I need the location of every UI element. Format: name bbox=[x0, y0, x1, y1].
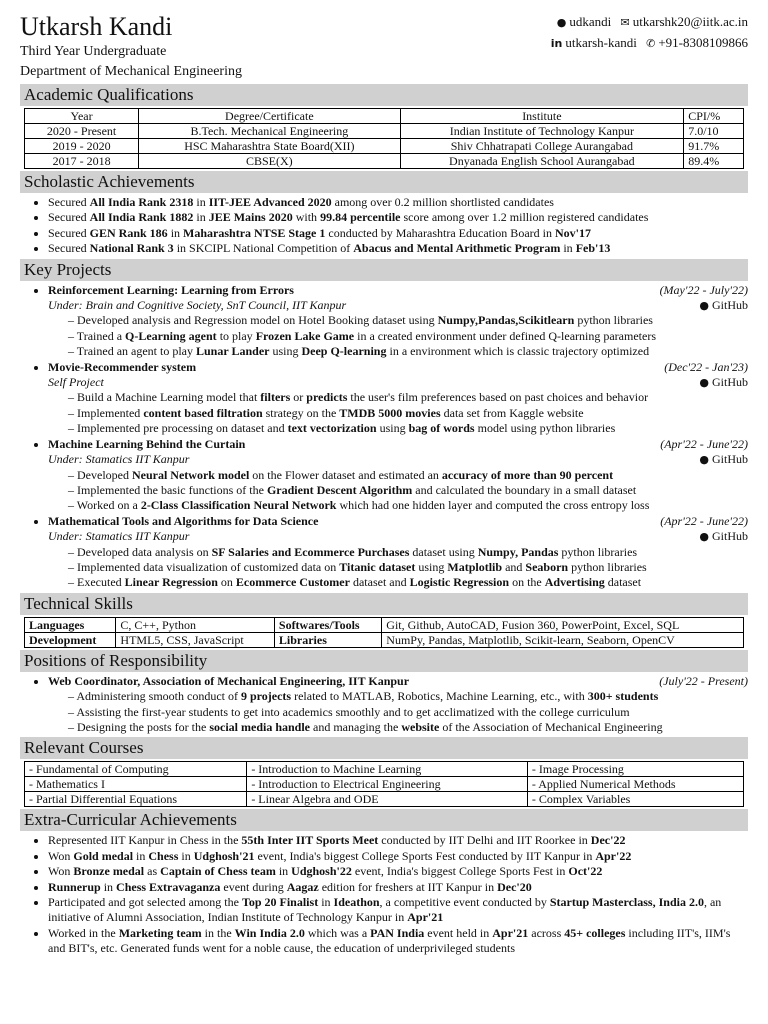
project-date: (Apr'22 - June'22) bbox=[660, 513, 748, 528]
bold-text: Ideathon bbox=[333, 895, 380, 909]
bold-text: Matplotlib bbox=[447, 559, 503, 574]
bold-text: Numpy,Pandas,Scikitlearn bbox=[437, 313, 575, 328]
table-cell: - Introduction to Machine Learning bbox=[247, 762, 528, 777]
text-segment: event during bbox=[220, 879, 287, 894]
list-item bbox=[68, 498, 748, 513]
text-segment: dataset bbox=[604, 575, 642, 590]
bold-text: Win India 2.0 bbox=[234, 925, 305, 940]
bold-text: predicts bbox=[306, 390, 348, 405]
text-segment: in bbox=[133, 848, 149, 863]
bold-text: Apr'21 bbox=[492, 925, 529, 940]
table-cell: HTML5, CSS, JavaScript bbox=[116, 632, 274, 647]
bold-text: Logistic Regression bbox=[409, 575, 510, 590]
text-segment: with bbox=[292, 210, 321, 225]
table-cell: Libraries bbox=[274, 632, 381, 647]
por-item bbox=[48, 674, 748, 736]
column-header: Degree/Certificate bbox=[139, 109, 400, 124]
bold-text: TMDB 5000 movies bbox=[339, 405, 441, 420]
bold-text: GEN Rank 186 bbox=[89, 225, 168, 240]
table-cell: 89.4% bbox=[684, 154, 744, 169]
text-segment: Designing the posts for the bbox=[77, 719, 210, 734]
academic-table bbox=[24, 108, 744, 169]
bold-text: National Rank 3 bbox=[89, 241, 174, 256]
table-cell: Indian Institute of Technology Kanpur bbox=[400, 124, 684, 139]
list-item bbox=[68, 344, 748, 359]
table-row bbox=[25, 777, 744, 792]
bold-text: Q-Learning agent bbox=[125, 328, 217, 343]
project-date: (Dec'22 - Jan'23) bbox=[664, 359, 748, 374]
table-cell: - Applied Numerical Methods bbox=[527, 777, 743, 792]
table-cell: 91.7% bbox=[684, 139, 744, 154]
text-segment: Assisting the first-year students to get into academics smoothly and to get acclimatized with the college curriculum bbox=[76, 704, 630, 719]
text-segment: Secured bbox=[48, 195, 90, 209]
text-segment: Build a Machine Learning model that bbox=[77, 390, 261, 405]
text-segment: Implemented the basic functions of the bbox=[77, 482, 267, 497]
list-item bbox=[68, 390, 748, 405]
text-segment: on the Flower dataset and estimated an bbox=[249, 467, 442, 482]
text-segment: which had one hidden layer and computed the cross entropy loss bbox=[336, 498, 650, 513]
text-segment: using bbox=[376, 421, 409, 436]
project-points bbox=[48, 313, 748, 359]
text-segment: Won bbox=[48, 848, 74, 863]
bold-text: Gradient Descent Algorithm bbox=[266, 482, 413, 497]
text-segment: including IIT's, IIM's and BIT's, etc. Generated funds went for a noble cause, the education of underprivileged students bbox=[48, 925, 731, 956]
bold-text: Deep Q-learning bbox=[301, 344, 387, 359]
text-segment: Developed data analysis on bbox=[77, 544, 212, 559]
bold-text: Frozen Lake Game bbox=[255, 328, 355, 343]
github-label: GitHub bbox=[712, 375, 748, 390]
bold-text: Numpy, Pandas bbox=[477, 544, 559, 559]
project-name: • Reinforcement Learning: Learning from Errors bbox=[48, 282, 294, 297]
project-mentor: Self Project bbox=[48, 375, 104, 390]
list-item bbox=[48, 849, 748, 864]
bold-text: Neural Network model bbox=[131, 467, 250, 482]
bold-text: Ecommerce Customer bbox=[235, 575, 350, 590]
project-under bbox=[48, 452, 748, 467]
text-segment: and calculated the boundary in a small dataset bbox=[412, 482, 637, 497]
table-cell: 7.0/10 bbox=[684, 124, 744, 139]
phone-number[interactable]: +91-8308109866 bbox=[658, 35, 748, 50]
table-cell: Shiv Chhatrapati College Aurangabad bbox=[400, 139, 684, 154]
text-segment: to play bbox=[216, 328, 256, 343]
bold-text: Udghosh'21 bbox=[193, 848, 255, 863]
text-segment: edition for freshers at IIT Kanpur in bbox=[318, 879, 498, 894]
table-cell: - Fundamental of Computing bbox=[25, 762, 247, 777]
bold-text: content based filtration bbox=[143, 405, 263, 420]
text-segment: Trained a bbox=[76, 328, 126, 343]
text-segment: Executed bbox=[77, 575, 125, 590]
list-item bbox=[68, 545, 748, 560]
bold-text: website bbox=[401, 719, 440, 734]
text-segment: Implemented bbox=[77, 405, 144, 420]
project-item bbox=[48, 283, 748, 360]
list-item bbox=[68, 313, 748, 328]
list-item bbox=[68, 560, 748, 575]
table-cell: 2017 - 2018 bbox=[25, 154, 139, 169]
bold-text: Apr'22 bbox=[595, 848, 632, 863]
text-segment: in bbox=[167, 225, 184, 240]
text-segment: Secured bbox=[48, 225, 90, 240]
bold-text: filters bbox=[260, 390, 291, 405]
text-segment: strategy on the bbox=[262, 405, 340, 420]
project-item bbox=[48, 360, 748, 437]
por-date: (July'22 - Present) bbox=[659, 673, 748, 688]
department-line: Department of Mechanical Engineering bbox=[20, 64, 242, 79]
project-mentor: Under: Brain and Cognitive Society, SnT Council, IIT Kanpur bbox=[48, 298, 347, 313]
text-segment: which was a bbox=[304, 925, 371, 940]
bold-text: 300+ students bbox=[587, 689, 659, 704]
github-label: GitHub bbox=[712, 298, 748, 313]
project-mentor: Under: Stamatics IIT Kanpur bbox=[48, 529, 190, 544]
bold-text: bag of words bbox=[408, 421, 475, 436]
list-item bbox=[48, 880, 748, 895]
project-under bbox=[48, 529, 748, 544]
table-cell: - Mathematics I bbox=[25, 777, 247, 792]
text-segment: of the Association of Mechanical Engineering bbox=[439, 719, 663, 734]
bold-text: Oct'22 bbox=[568, 864, 603, 879]
text-segment: Implemented data visualization of customized data on bbox=[77, 559, 340, 574]
list-item bbox=[48, 210, 748, 225]
github-icon: ● bbox=[699, 376, 709, 390]
bold-text: SF Salaries and Ecommerce Purchases bbox=[211, 544, 410, 559]
text-segment: , an initiative of Alumni Association, Indian Institute of Technology Kanpur in bbox=[48, 895, 722, 925]
github-icon: ● bbox=[699, 530, 709, 544]
github-handle[interactable]: udkandi bbox=[569, 14, 612, 29]
text-segment: or bbox=[290, 390, 307, 405]
text-segment: related to MATLAB, Robotics, Machine Learning, etc., with bbox=[291, 689, 588, 704]
text-segment: model using python libraries bbox=[474, 421, 616, 436]
bold-text: Chess bbox=[148, 848, 179, 863]
table-cell: - Partial Differential Equations bbox=[25, 792, 247, 807]
skills-table bbox=[24, 617, 744, 648]
list-item bbox=[68, 720, 748, 735]
table-cell: Development bbox=[25, 632, 116, 647]
list-item bbox=[48, 833, 748, 848]
phone-icon: ✆ bbox=[646, 37, 656, 50]
text-segment: python libraries bbox=[574, 313, 653, 328]
column-header: Year bbox=[25, 109, 139, 124]
bold-text: PAN India bbox=[370, 925, 425, 940]
table-row bbox=[25, 792, 744, 807]
github-icon: ● bbox=[556, 16, 567, 29]
text-segment: in bbox=[178, 848, 194, 863]
text-segment: Represented IIT Kanpur in Chess in the bbox=[48, 833, 242, 848]
list-item bbox=[68, 468, 748, 483]
text-segment: and bbox=[502, 559, 526, 574]
table-cell: 2019 - 2020 bbox=[25, 139, 139, 154]
text-segment: and managing the bbox=[310, 719, 402, 734]
list-item bbox=[68, 329, 748, 344]
table-cell: Dnyanada English School Aurangabad bbox=[400, 154, 684, 169]
project-heading bbox=[48, 437, 748, 452]
text-segment: Participated and got selected among the bbox=[48, 895, 242, 909]
text-segment: Secured bbox=[48, 241, 90, 256]
table-row bbox=[25, 617, 744, 632]
text-segment: Worked in the bbox=[48, 925, 119, 940]
project-date: (Apr'22 - June'22) bbox=[660, 436, 748, 451]
project-under bbox=[48, 298, 748, 313]
project-name: • Machine Learning Behind the Curtain bbox=[48, 436, 246, 451]
text-segment: dataset using bbox=[409, 544, 478, 559]
section-academic: Academic Qualifications bbox=[20, 84, 748, 106]
text-segment: score among over 1.2 million registered candidates bbox=[400, 210, 649, 225]
list-item bbox=[48, 226, 748, 241]
bold-text: Nov'17 bbox=[554, 225, 591, 240]
bold-text: accuracy of more than 90 percent bbox=[441, 467, 614, 482]
bold-text: Lunar Lander bbox=[196, 344, 270, 359]
github-label: GitHub bbox=[712, 529, 748, 544]
github-link[interactable] bbox=[693, 375, 748, 390]
column-header: Institute bbox=[400, 109, 684, 124]
list-item bbox=[68, 483, 748, 498]
email-icon: ✉ bbox=[620, 16, 630, 29]
github-link[interactable] bbox=[693, 452, 748, 467]
text-segment: event, India's biggest College Sports Fest in bbox=[351, 864, 569, 879]
bold-text: Runnerup bbox=[48, 879, 101, 894]
text-segment: event, India's biggest College Sports Fest conducted by IIT Kanpur in bbox=[254, 848, 596, 863]
bold-text: Feb'13 bbox=[575, 241, 611, 256]
table-row bbox=[25, 154, 744, 169]
project-name: • Mathematical Tools and Algorithms for Data Science bbox=[48, 513, 319, 528]
table-cell: NumPy, Pandas, Matplotlib, Scikit-learn, Seaborn, OpenCV bbox=[382, 632, 744, 647]
bold-text: Linear Regression bbox=[124, 575, 218, 590]
text-segment: Developed analysis and Regression model on Hotel Booking dataset using bbox=[77, 313, 438, 328]
bold-text: All India Rank 1882 bbox=[89, 210, 194, 225]
text-segment: conducted by IIT Delhi and IIT Roorkee in bbox=[378, 833, 591, 848]
table-cell: HSC Maharashtra State Board(XII) bbox=[139, 139, 400, 154]
table-cell: - Image Processing bbox=[527, 762, 743, 777]
text-segment: among over 0.2 million shortlisted candidates bbox=[331, 195, 554, 209]
bold-text: Bronze medal bbox=[73, 864, 145, 879]
github-link[interactable] bbox=[693, 529, 748, 544]
text-segment: in bbox=[193, 210, 209, 225]
list-item bbox=[48, 195, 748, 210]
text-segment: Implemented pre processing on dataset and bbox=[77, 421, 288, 436]
list-item bbox=[68, 689, 748, 704]
extra-list bbox=[20, 833, 748, 956]
bold-text: Startup Masterclass, India 2.0 bbox=[549, 895, 704, 909]
bold-text: Advertising bbox=[544, 575, 605, 590]
bold-text: 45+ colleges bbox=[564, 925, 626, 940]
contact-info bbox=[545, 12, 748, 54]
table-cell: Languages bbox=[25, 617, 116, 632]
project-item bbox=[48, 514, 748, 591]
section-scholastic: Scholastic Achievements bbox=[20, 171, 748, 193]
text-segment: Trained an agent to play bbox=[76, 344, 196, 359]
project-heading bbox=[48, 360, 748, 375]
github-icon: ● bbox=[699, 453, 709, 467]
bold-text: All India Rank 2318 bbox=[89, 195, 194, 209]
table-row bbox=[25, 139, 744, 154]
table-cell: B.Tech. Mechanical Engineering bbox=[139, 124, 400, 139]
bold-text: Abacus and Mental Arithmetic Program bbox=[353, 241, 561, 256]
text-segment: in bbox=[193, 195, 209, 209]
list-item bbox=[48, 241, 748, 256]
bold-text: Captain of Chess team bbox=[160, 864, 276, 879]
text-segment: the user's film preferences based on past choices and behavior bbox=[347, 390, 649, 405]
bold-text: Apr'21 bbox=[407, 910, 444, 925]
por-list bbox=[20, 674, 748, 736]
list-item bbox=[68, 575, 748, 590]
table-cell: - Linear Algebra and ODE bbox=[247, 792, 528, 807]
bold-text: Maharashtra NTSE Stage 1 bbox=[183, 225, 326, 240]
list-item bbox=[48, 895, 748, 926]
text-segment: data set from Kaggle website bbox=[440, 405, 584, 420]
table-cell: - Complex Variables bbox=[527, 792, 743, 807]
bold-text: Seaborn bbox=[525, 559, 569, 574]
text-segment: conducted by Maharashtra Education Board in bbox=[325, 225, 555, 240]
text-segment: across bbox=[528, 925, 565, 940]
github-link[interactable] bbox=[693, 298, 748, 313]
table-cell: Softwares/Tools bbox=[274, 617, 381, 632]
project-points bbox=[48, 545, 748, 591]
resume-header bbox=[20, 12, 748, 82]
text-segment: in bbox=[275, 864, 292, 879]
linkedin-icon: in bbox=[550, 37, 563, 50]
github-label: GitHub bbox=[712, 452, 748, 467]
text-segment: Developed bbox=[77, 467, 132, 482]
table-row bbox=[25, 762, 744, 777]
section-extra: Extra-Curricular Achievements bbox=[20, 809, 748, 831]
scholastic-list bbox=[20, 195, 748, 257]
list-item bbox=[68, 421, 748, 436]
bold-text: 9 projects bbox=[241, 689, 292, 704]
project-points bbox=[48, 468, 748, 514]
project-list bbox=[20, 283, 748, 591]
project-points bbox=[48, 390, 748, 436]
text-segment: , a competitive event conducted by bbox=[379, 895, 550, 909]
text-segment: Secured bbox=[48, 210, 90, 225]
text-segment: in a created environment under defined Q-learning parameters bbox=[354, 328, 656, 343]
email-address[interactable]: utkarshk20@iitk.ac.in bbox=[632, 14, 748, 29]
text-segment: in bbox=[318, 895, 334, 909]
column-header: CPI/% bbox=[684, 109, 744, 124]
bold-text: text vectorization bbox=[287, 421, 377, 436]
text-segment: Administering smooth conduct of bbox=[76, 689, 241, 704]
bold-text: IIT-JEE Advanced 2020 bbox=[208, 195, 332, 209]
text-segment: in a environment which is classic trajectory optimized bbox=[386, 344, 650, 359]
project-name: • Movie-Recommender system bbox=[48, 359, 197, 374]
bold-text: Chess Extravaganza bbox=[116, 879, 221, 894]
bold-text: 55th Inter IIT Sports Meet bbox=[241, 833, 379, 848]
project-heading bbox=[48, 283, 748, 298]
bold-text: Top 20 Finalist bbox=[241, 895, 319, 909]
project-under bbox=[48, 375, 748, 390]
bold-text: 2-Class Classification Neural Network bbox=[140, 498, 337, 513]
list-item bbox=[48, 864, 748, 879]
section-skills: Technical Skills bbox=[20, 593, 748, 615]
text-segment: event held in bbox=[424, 925, 493, 940]
bold-text: social media handle bbox=[209, 719, 311, 734]
courses-table bbox=[24, 761, 744, 807]
resume-page bbox=[20, 12, 748, 957]
text-segment: on the bbox=[509, 575, 545, 590]
section-projects: Key Projects bbox=[20, 259, 748, 281]
bold-text: Aagaz bbox=[286, 879, 319, 894]
candidate-name: Utkarsh Kandi bbox=[20, 12, 173, 41]
text-segment: as bbox=[144, 864, 161, 879]
table-cell: CBSE(X) bbox=[139, 154, 400, 169]
table-row bbox=[25, 632, 744, 647]
text-segment: python libraries bbox=[568, 559, 647, 574]
text-segment: using bbox=[269, 344, 302, 359]
text-segment: in bbox=[560, 241, 576, 256]
table-cell: 2020 - Present bbox=[25, 124, 139, 139]
text-segment: on bbox=[217, 575, 236, 590]
bold-text: Marketing team bbox=[118, 925, 202, 940]
bold-text: Dec'20 bbox=[497, 879, 532, 894]
table-row bbox=[25, 124, 744, 139]
bold-text: 99.84 percentile bbox=[320, 210, 401, 225]
text-segment: in SKCIPL National Competition of bbox=[173, 241, 354, 256]
project-date: (May'22 - July'22) bbox=[659, 282, 748, 297]
project-mentor: Under: Stamatics IIT Kanpur bbox=[48, 452, 190, 467]
text-segment: using bbox=[415, 559, 448, 574]
project-item bbox=[48, 437, 748, 514]
text-segment: dataset and bbox=[349, 575, 410, 590]
bold-text: JEE Mains 2020 bbox=[208, 210, 293, 225]
text-segment: in bbox=[100, 879, 117, 894]
list-item bbox=[68, 406, 748, 421]
table-cell: Git, Github, AutoCAD, Fusion 360, PowerPoint, Excel, SQL bbox=[382, 617, 744, 632]
por-name: • Web Coordinator, Association of Mechanical Engineering, IIT Kanpur bbox=[48, 673, 410, 688]
project-heading bbox=[48, 514, 748, 529]
text-segment: python libraries bbox=[558, 544, 638, 559]
bold-text: Gold medal bbox=[73, 848, 134, 863]
github-icon: ● bbox=[699, 299, 709, 313]
bold-text: Dec'22 bbox=[590, 833, 626, 848]
text-segment: Worked on a bbox=[76, 498, 141, 513]
bold-text: Udghosh'22 bbox=[291, 864, 352, 879]
text-segment: Won bbox=[48, 864, 74, 879]
year-line: Third Year Undergraduate bbox=[20, 44, 167, 59]
section-courses: Relevant Courses bbox=[20, 737, 748, 759]
table-cell: C, C++, Python bbox=[116, 617, 274, 632]
section-por: Positions of Responsibility bbox=[20, 650, 748, 672]
table-cell: - Introduction to Electrical Engineering bbox=[247, 777, 528, 792]
text-segment: in the bbox=[201, 925, 235, 940]
list-item bbox=[68, 705, 748, 720]
bold-text: Titanic dataset bbox=[339, 559, 416, 574]
linkedin-handle[interactable]: utkarsh-kandi bbox=[565, 35, 637, 50]
list-item bbox=[48, 926, 748, 957]
